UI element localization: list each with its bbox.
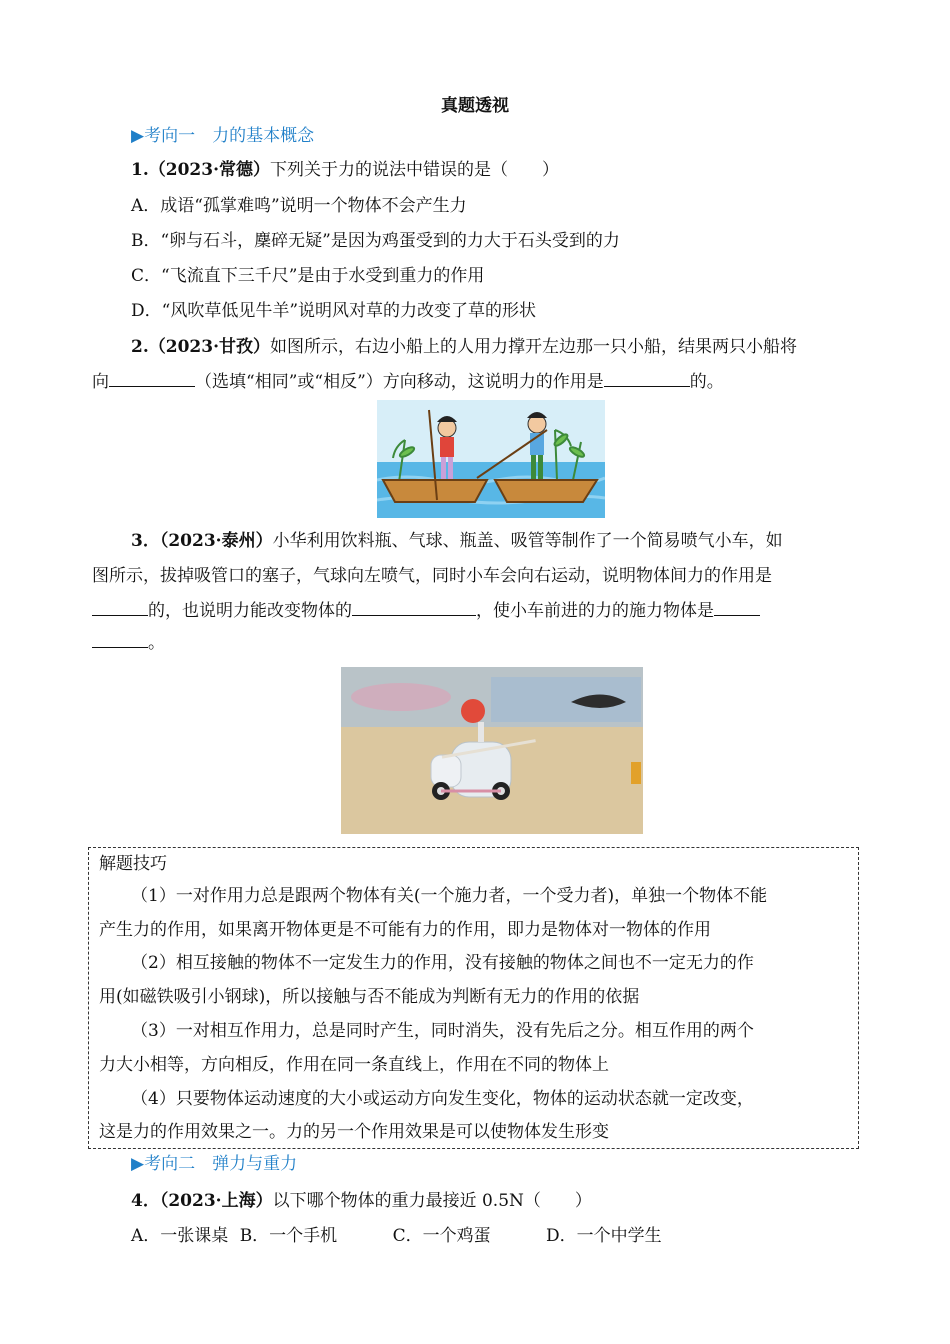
tip-3-line-1: （3）一对相互作用力，总是同时产生，同时消失，没有先后之分。相互作用的两个 (131, 1021, 754, 1041)
answer-blank[interactable] (109, 370, 195, 387)
section-heading-1 (131, 123, 858, 149)
question-text: 以下哪个物体的重力最接近 0.5N（ ） (272, 1191, 592, 1211)
answer-blank[interactable] (714, 599, 760, 616)
question-4-option-d: D．一个中学生 (546, 1226, 662, 1246)
triangle-marker-icon: ▶ (131, 1154, 145, 1174)
question-text: 的，也说明力能改变物体的 (148, 601, 352, 621)
question-text: 的。 (689, 372, 724, 392)
section-heading-2 (131, 1151, 858, 1177)
question-4-option-c: C．一个鸡蛋 (392, 1226, 491, 1246)
question-4-option-a: A．一张课桌 (131, 1226, 229, 1246)
tip-3-line-2: 力大小相等，方向相反，作用在同一条直线上，作用在不同的物体上 (99, 1055, 609, 1075)
question-source: （2023·常德） (148, 160, 270, 180)
question-1-stem (131, 157, 858, 183)
question-text: 小华利用饮料瓶、气球、瓶盖、吸管等制作了一个简易喷气小车，如 (272, 531, 783, 551)
question-3-line-3 (92, 598, 858, 624)
question-4-options (131, 1223, 858, 1249)
question-text: 如图所示，右边小船上的人用力撑开左边那一只小船，结果两只小船将 (269, 337, 797, 357)
question-number: 1. (131, 160, 149, 180)
tip-1-line-2: 产生力的作用，如果离开物体更是不可能有力的作用，即力是物体对一物体的作用 (99, 920, 711, 940)
question-3-line-2: 图所示，拔掉吸管口的塞子，气球向左喷气，同时小车会向右运动，说明物体间力的作用是 (92, 566, 772, 586)
question-number: 3． (131, 531, 160, 551)
section-label: 考向二 弹力与重力 (144, 1154, 298, 1174)
tip-2-line-1: （2）相互接触的物体不一定发生力的作用，没有接触的物体之间也不一定无力的作 (131, 953, 754, 973)
jet-car-photo (341, 667, 643, 834)
question-text: 下列关于力的说法中错误的是（ ） (269, 160, 559, 180)
boat-figure (377, 400, 605, 518)
question-source: （2023·泰州） (159, 531, 273, 551)
question-number: 2. (131, 337, 149, 357)
tip-4-line-1: （4）只要物体运动速度的大小或运动方向发生变化，物体的运动状态就一定改变， (131, 1089, 754, 1109)
tip-1-line-1: （1）一对作用力总是跟两个物体有关(一个施力者，一个受力者)，单独一个物体不能 (131, 886, 768, 906)
answer-blank[interactable] (92, 599, 148, 616)
question-source: （2023·上海） (159, 1191, 273, 1211)
answer-blank[interactable] (92, 631, 148, 648)
tip-4-line-2: 这是力的作用效果之一。力的另一个作用效果是可以使物体发生形变 (99, 1122, 609, 1142)
question-1-option-b: B．“卵与石斗，麇碎无疑”是因为鸡蛋受到的力大于石头受到的力 (131, 231, 620, 251)
question-3-stem (131, 528, 858, 554)
question-3-line-4 (92, 630, 858, 656)
solving-tips-box (88, 847, 859, 1149)
question-1-option-d: D．“风吹草低见牛羊”说明风对草的力改变了草的形状 (131, 301, 537, 321)
question-2-stem (131, 334, 858, 360)
question-text: 。 (148, 633, 165, 653)
question-source: （2023·甘孜） (148, 337, 270, 357)
question-1-option-c: C．“飞流直下三千尺”是由于水受到重力的作用 (131, 266, 485, 286)
question-4-option-b: B．一个手机 (239, 1226, 338, 1246)
section-label: 考向一 力的基本概念 (144, 126, 315, 146)
answer-blank[interactable] (352, 599, 476, 616)
page-title: 真题透视 (441, 96, 509, 116)
question-2-line-2 (92, 369, 858, 395)
answer-blank[interactable] (604, 370, 690, 387)
question-4-stem (131, 1188, 858, 1214)
triangle-marker-icon: ▶ (131, 126, 145, 146)
question-text: （选填“相同”或“相反”）方向移动，这说明力的作用是 (195, 372, 604, 392)
tips-heading: 解题技巧 (99, 854, 167, 874)
question-text: 向 (92, 372, 109, 392)
question-text: ，使小车前进的力的施力物体是 (476, 601, 714, 621)
question-1-option-a: A．成语“孤掌难鸣”说明一个物体不会产生力 (131, 196, 467, 216)
question-number: 4． (131, 1191, 160, 1211)
tip-2-line-2: 用(如磁铁吸引小钢球)，所以接触与否不能成为判断有无力的作用的依据 (99, 987, 640, 1007)
